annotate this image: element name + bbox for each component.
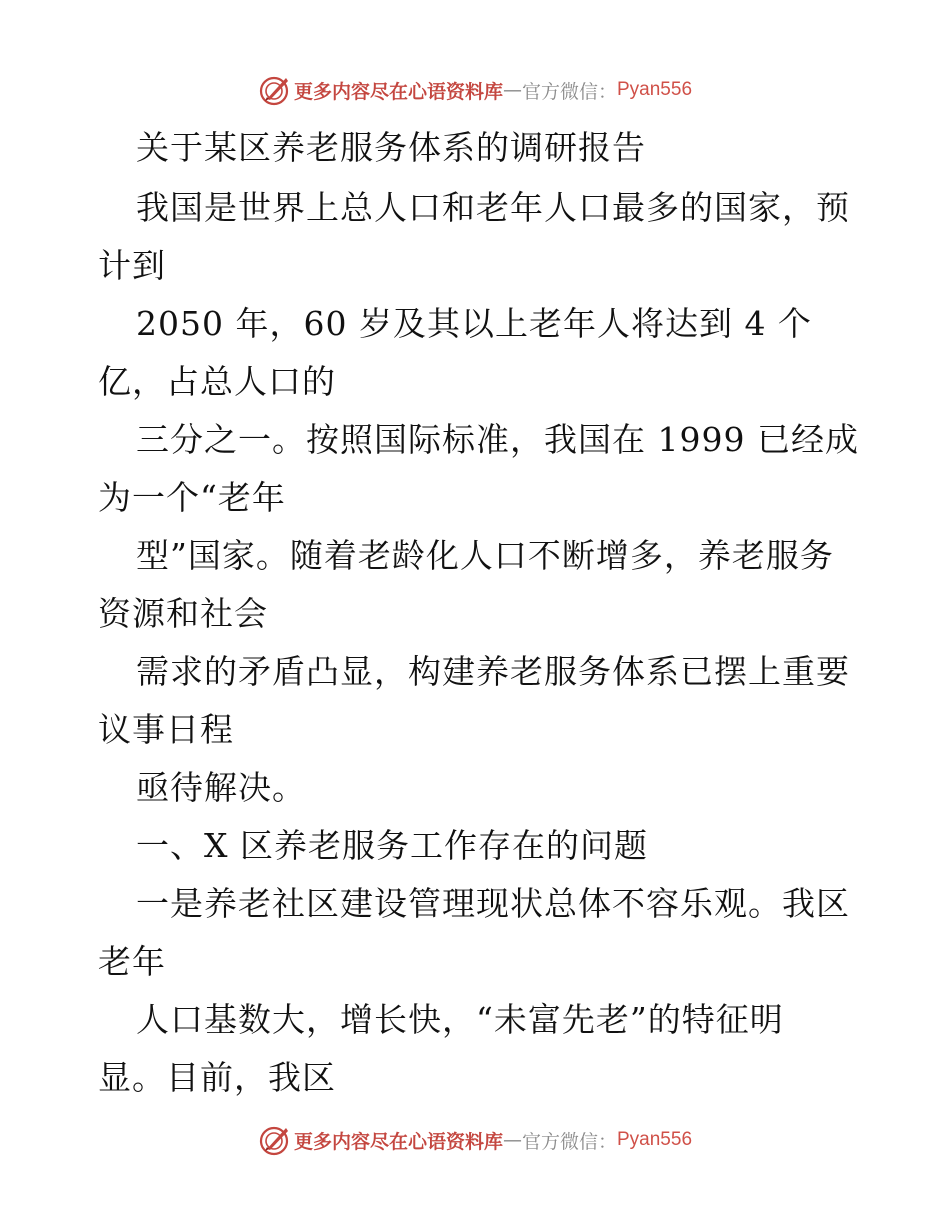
paragraph-line: 人口基数大，增长快，“未富先老”的特征明: [136, 1000, 784, 1039]
paragraph-line: 一是养老社区建设管理现状总体不容乐观。我区: [136, 884, 850, 923]
banner-separator: —: [502, 79, 522, 101]
banner-wechat-label: 官方微信：: [521, 80, 617, 103]
paragraph-line: 议事日程: [98, 710, 234, 749]
quill-logo-icon: [258, 73, 292, 107]
paragraph-line: 型”国家。随着老龄化人口不断增多，养老服务: [136, 536, 834, 575]
paragraph-line: 三分之一。按照国际标准，我国在 1999 已经成: [136, 420, 859, 459]
footer-banner: [0, 1120, 950, 1160]
section-heading: 一、X 区养老服务工作存在的问题: [136, 826, 648, 865]
paragraph-line: 老年: [98, 942, 166, 981]
paragraph-line: 需求的矛盾凸显，构建养老服务体系已摆上重要: [136, 652, 850, 691]
banner-wechat-label: 官方微信：: [521, 1130, 617, 1153]
paragraph-line: 我国是世界上总人口和老年人口最多的国家，预: [136, 188, 850, 227]
paragraph-line: 计到: [98, 246, 166, 285]
banner-wechat-id: Pyan556: [617, 79, 693, 100]
document-title: 关于某区养老服务体系的调研报告: [136, 128, 646, 167]
quill-logo-icon: [258, 1123, 292, 1157]
banner-main-text: 更多内容尽在心语资料库: [293, 80, 503, 103]
banner-wechat-id: Pyan556: [617, 1129, 693, 1150]
paragraph-line: 显。目前，我区: [98, 1058, 336, 1097]
header-banner: [0, 70, 950, 110]
paragraph-line: 资源和社会: [98, 594, 268, 633]
paragraph-line: 为一个“老年: [98, 478, 286, 517]
paragraph-line: 亿，占总人口的: [98, 362, 336, 401]
paragraph-line: 2050 年，60 岁及其以上老年人将达到 4 个: [136, 304, 812, 343]
banner-main-text: 更多内容尽在心语资料库: [293, 1130, 503, 1153]
paragraph-line: 亟待解决。: [136, 768, 306, 807]
banner-separator: —: [502, 1129, 522, 1151]
